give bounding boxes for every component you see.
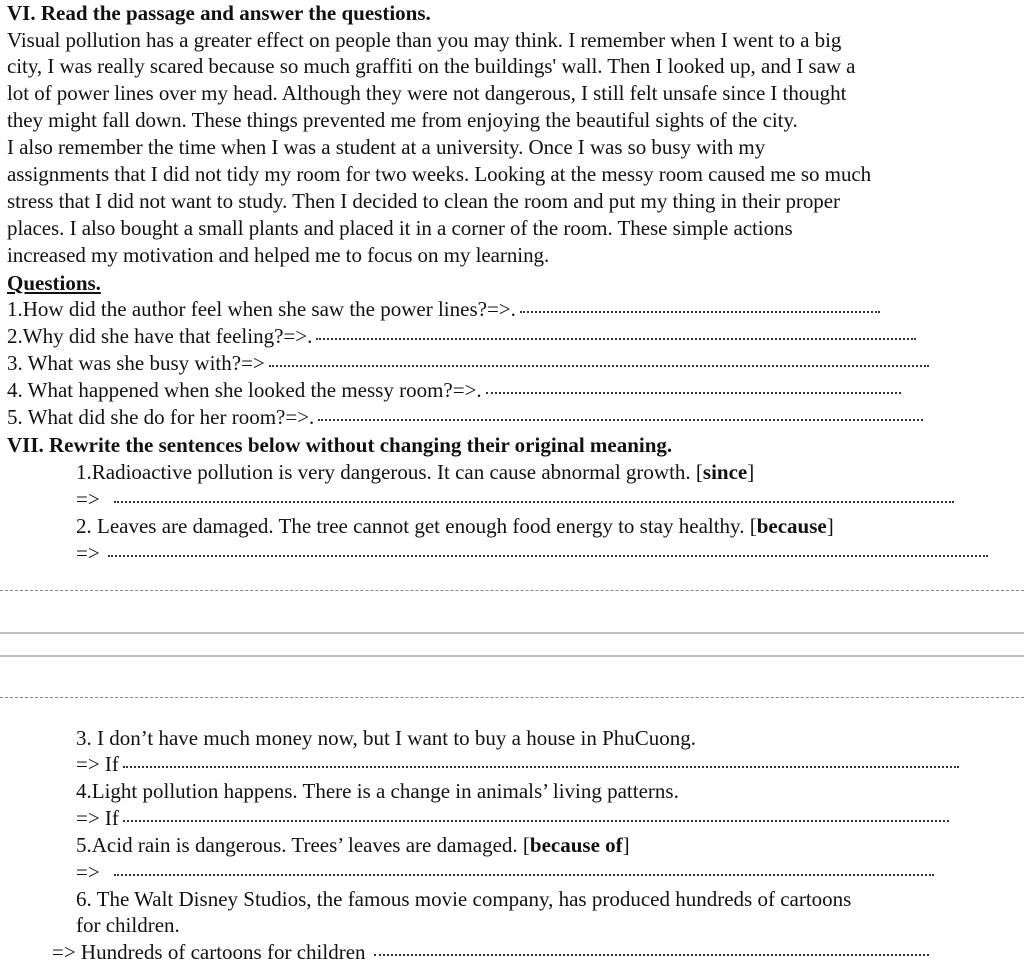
answer-line-1 bbox=[76, 486, 954, 512]
answer-blank bbox=[318, 419, 923, 421]
answer-line-2 bbox=[76, 540, 988, 566]
answer-blank bbox=[114, 501, 954, 503]
answer-prefix: => If bbox=[76, 806, 119, 830]
item-keyword: because of bbox=[529, 833, 623, 857]
question-text: 5. What did she do for her room?=>. bbox=[7, 405, 315, 429]
question-2 bbox=[7, 323, 916, 349]
question-4 bbox=[7, 377, 901, 403]
page-break-bottom bbox=[0, 697, 1024, 698]
item-text: 4.Light pollution happens. There is a change in animals’ living patterns. bbox=[76, 779, 679, 803]
answer-blank bbox=[316, 338, 916, 340]
item-text: 5.Acid rain is dangerous. Trees’ leaves are damaged. [ bbox=[76, 833, 530, 857]
rewrite-item-5 bbox=[76, 832, 630, 858]
item-text: 6. The Walt Disney Studios, the famous movie company, has produced hundreds of cartoons bbox=[76, 887, 852, 911]
answer-blank bbox=[520, 311, 880, 313]
passage-line: city, I was really scared because so much graffiti on the buildings' wall. Then I looked up, and I saw a bbox=[7, 54, 856, 78]
page-break-top bbox=[0, 590, 1024, 591]
item-close: ] bbox=[826, 514, 834, 538]
rewrite-item-6 bbox=[76, 886, 851, 912]
answer-line-5 bbox=[76, 859, 934, 885]
answer-blank bbox=[123, 766, 959, 768]
passage-line: stress that I did not want to study. Then I decided to clean the room and put my thing in their proper bbox=[7, 189, 840, 213]
passage-line: places. I also bought a small plants and placed it in a corner of the room. These simple actions bbox=[7, 216, 793, 240]
answer-blank bbox=[114, 874, 934, 876]
section-7-title: VII. Rewrite the sentences below without changing their original meaning. bbox=[7, 433, 673, 457]
passage-line: they might fall down. These things prevented me from enjoying the beautiful sights of the city. bbox=[7, 108, 798, 132]
question-text: 1.How did the author feel when she saw the power lines?=>. bbox=[7, 297, 516, 321]
rewrite-item-3 bbox=[76, 725, 696, 751]
answer-blank bbox=[108, 555, 988, 557]
answer-prefix: => bbox=[76, 541, 100, 565]
item-keyword: since bbox=[702, 460, 748, 484]
question-5 bbox=[7, 404, 923, 430]
answer-line-6 bbox=[52, 939, 929, 965]
question-3 bbox=[7, 350, 929, 376]
answer-blank bbox=[123, 820, 949, 822]
answer-prefix: => If bbox=[76, 752, 119, 776]
answer-line-3 bbox=[76, 751, 959, 777]
question-1 bbox=[7, 296, 880, 322]
answer-prefix: => Hundreds of cartoons for children bbox=[52, 940, 366, 964]
item-text: 1.Radioactive pollution is very dangerous. It can cause abnormal growth. [ bbox=[76, 460, 703, 484]
item-close: ] bbox=[622, 833, 630, 857]
questions-heading: Questions. bbox=[7, 271, 101, 295]
page-divider bbox=[0, 655, 1024, 657]
answer-blank bbox=[486, 392, 901, 394]
answer-line-4 bbox=[76, 805, 949, 831]
item-keyword: because bbox=[756, 514, 827, 538]
passage-line: lot of power lines over my head. Although they were not dangerous, I still felt unsafe since I thought bbox=[7, 81, 847, 105]
answer-prefix: => bbox=[76, 860, 100, 884]
rewrite-item-2 bbox=[76, 513, 834, 539]
passage-line: Visual pollution has a greater effect on people than you may think. I remember when I went to a big bbox=[7, 28, 842, 52]
rewrite-item-6-cont: for children. bbox=[76, 913, 180, 937]
question-text: 3. What was she busy with?=> bbox=[7, 351, 265, 375]
answer-blank bbox=[374, 954, 929, 956]
passage-line: increased my motivation and helped me to focus on my learning. bbox=[7, 243, 550, 267]
passage-line: assignments that I did not tidy my room for two weeks. Looking at the messy room caused me so much bbox=[7, 162, 872, 186]
item-text: 3. I don’t have much money now, but I want to buy a house in PhuCuong. bbox=[76, 726, 697, 750]
question-text: 4. What happened when she looked the messy room?=>. bbox=[7, 378, 482, 402]
answer-blank bbox=[269, 365, 929, 367]
passage-line: I also remember the time when I was a student at a university. Once I was so busy with my bbox=[7, 135, 766, 159]
item-text: 2. Leaves are damaged. The tree cannot get enough food energy to stay healthy. [ bbox=[76, 514, 757, 538]
answer-prefix: => bbox=[76, 487, 100, 511]
section-6-title: VI. Read the passage and answer the questions. bbox=[7, 1, 431, 25]
question-text: 2.Why did she have that feeling?=>. bbox=[7, 324, 313, 348]
rewrite-item-4 bbox=[76, 778, 679, 804]
rewrite-item-1 bbox=[76, 459, 754, 485]
item-close: ] bbox=[747, 460, 755, 484]
page-divider bbox=[0, 632, 1024, 634]
